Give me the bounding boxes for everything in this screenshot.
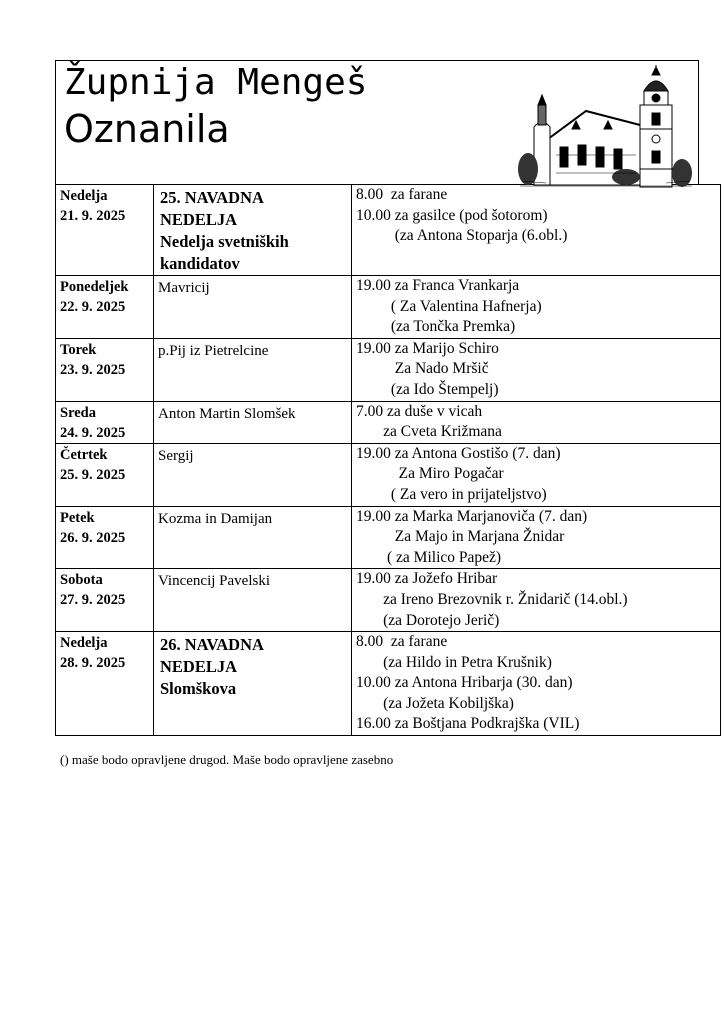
mass-line: 8.00 za farane (356, 633, 448, 651)
table-row (56, 443, 721, 506)
feast-line: Nedelja svetniških (160, 232, 289, 251)
day-cell (56, 185, 154, 276)
day-cell (56, 569, 154, 632)
day-name: Sreda (60, 404, 96, 421)
feast-cell (154, 338, 352, 401)
day-name: Torek (60, 341, 97, 358)
day-date: 21. 9. 2025 (60, 208, 126, 224)
mass-line: (za Jožeta Kobiljška) (356, 694, 514, 712)
table-row (56, 338, 721, 401)
day-name: Sobota (60, 572, 103, 589)
mass-line: 19.00 za Marka Marjanoviča (7. dan) (356, 507, 588, 525)
day-name: Četrtek (60, 446, 108, 463)
feast-cell (154, 443, 352, 506)
mass-line: za Cveta Križmana (356, 423, 502, 441)
feast-line: Kozma in Damijan (158, 510, 273, 527)
day-cell (56, 443, 154, 506)
feast-line: Slomškova (160, 679, 237, 699)
church-icon (516, 65, 694, 189)
header (55, 60, 699, 184)
mass-line: Za Nado Mršič (356, 360, 489, 378)
day-cell (56, 401, 154, 443)
day-cell (56, 506, 154, 569)
feast-line: kandidatov (160, 254, 240, 273)
feast-cell (154, 276, 352, 339)
feast-cell (154, 569, 352, 632)
mass-cell (352, 401, 721, 443)
day-name: Ponedeljek (60, 279, 129, 295)
bulletin (55, 60, 699, 736)
day-date: 25. 9. 2025 (60, 466, 126, 483)
mass-cell (352, 338, 721, 401)
mass-line: ( Za vero in prijateljstvo) (356, 485, 547, 503)
mass-line: ( za Milico Papež) (356, 548, 502, 566)
day-date: 24. 9. 2025 (60, 424, 126, 441)
mass-cell (352, 443, 721, 506)
feast-line: NEDELJA (160, 657, 238, 677)
footnote: () maše bodo opravljene drugod. Maše bodo opravljene zasebno (60, 752, 394, 767)
mass-cell (352, 185, 721, 276)
mass-line: 7.00 za duše v vicah (356, 402, 483, 420)
feast-cell (154, 401, 352, 443)
mass-line: Za Majo in Marjana Žnidar (356, 528, 565, 546)
day-cell (56, 276, 154, 339)
mass-line: 8.00 za farane (356, 186, 448, 203)
feast-cell (154, 632, 352, 736)
day-date: 23. 9. 2025 (60, 361, 126, 378)
mass-line: Za Miro Pogačar (356, 465, 504, 483)
day-date: 26. 9. 2025 (60, 529, 126, 546)
mass-line: (za Dorotejo Jerič) (356, 611, 500, 629)
day-name: Nedelja (60, 188, 108, 204)
table-row (56, 632, 721, 736)
page-title: Oznanila (64, 107, 230, 151)
mass-cell (352, 569, 721, 632)
mass-cell (352, 276, 721, 339)
mass-line: (za Tončka Premka) (356, 318, 516, 336)
mass-cell (352, 632, 721, 736)
feast-line: Mavricij (158, 280, 210, 296)
mass-line: 19.00 za Marijo Schiro (356, 339, 499, 357)
mass-cell (352, 506, 721, 569)
mass-line: (za Ido Štempelj) (356, 380, 499, 398)
day-cell (56, 632, 154, 736)
mass-line: 19.00 za Franca Vrankarja (356, 277, 520, 294)
feast-line: p.Pij iz Pietrelcine (158, 342, 269, 359)
mass-line: (za Hildo in Petra Krušnik) (356, 653, 552, 671)
mass-line: 10.00 za Antona Hribarja (30. dan) (356, 674, 573, 692)
parish-name: Župnija Mengeš (64, 62, 368, 103)
schedule-table (55, 184, 721, 736)
table-row (56, 276, 721, 339)
feast-line: NEDELJA (160, 210, 238, 229)
mass-line: 19.00 za Antona Gostišo (7. dan) (356, 444, 561, 462)
table-row (56, 185, 721, 276)
table-row (56, 506, 721, 569)
mass-line: 10.00 za gasilce (pod šotorom) (356, 206, 548, 224)
feast-line: 26. NAVADNA (160, 635, 264, 655)
feast-cell (154, 506, 352, 569)
day-date: 22. 9. 2025 (60, 299, 126, 315)
feast-cell (154, 185, 352, 276)
mass-line: 19.00 za Jožefo Hribar (356, 570, 498, 588)
mass-line: (za Antona Stoparja (6.obl.) (356, 227, 568, 245)
mass-line: za Ireno Brezovnik r. Žnidarič (14.obl.) (356, 590, 628, 608)
feast-line: 25. NAVADNA (160, 188, 264, 207)
feast-line: Anton Martin Slomšek (158, 405, 296, 422)
day-name: Nedelja (60, 635, 108, 652)
mass-line: ( Za Valentina Hafnerja) (356, 297, 542, 315)
feast-line: Vincencij Pavelski (158, 573, 270, 590)
day-name: Petek (60, 509, 95, 526)
day-date: 27. 9. 2025 (60, 592, 126, 609)
day-date: 28. 9. 2025 (60, 655, 126, 672)
table-row (56, 569, 721, 632)
table-row (56, 401, 721, 443)
mass-line: 16.00 za Boštjana Podkrajška (VIL) (356, 715, 580, 733)
feast-line: Sergij (158, 447, 194, 464)
day-cell (56, 338, 154, 401)
